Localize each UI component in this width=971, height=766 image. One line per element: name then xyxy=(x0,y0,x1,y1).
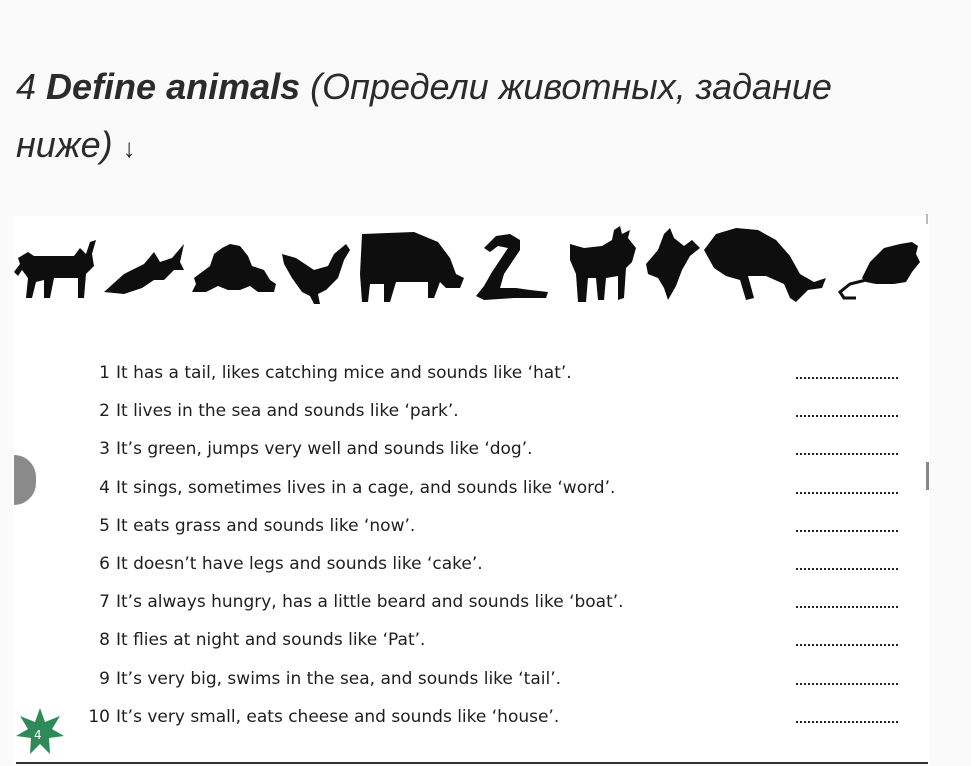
answer-blank[interactable] xyxy=(796,721,898,723)
clue-number: 1 xyxy=(99,363,110,383)
clue-row xyxy=(0,357,971,395)
clue-row xyxy=(0,663,971,701)
cat-silhouette-icon xyxy=(14,240,96,298)
clue-row xyxy=(0,548,971,586)
shark-silhouette-icon xyxy=(104,244,184,294)
clue-number: 5 xyxy=(99,516,110,536)
clue-number: 6 xyxy=(99,554,110,574)
exercise-number: 4 xyxy=(16,66,37,107)
exercise-heading xyxy=(16,58,916,177)
mouse-silhouette-icon xyxy=(840,242,920,298)
clue-text: It flies at night and sounds like ‘Pat’. xyxy=(116,630,426,650)
bird-silhouette-icon xyxy=(282,244,350,304)
answer-blank[interactable] xyxy=(796,606,898,608)
frog-silhouette-icon xyxy=(192,244,276,292)
clue-text: It lives in the sea and sounds like ‘park’. xyxy=(116,401,459,421)
answer-blank[interactable] xyxy=(796,683,898,685)
page-number-badge xyxy=(14,706,66,758)
answer-blank[interactable] xyxy=(796,492,898,494)
clue-row xyxy=(0,624,971,662)
clue-row xyxy=(0,586,971,624)
clue-text: It doesn’t have legs and sounds like ‘cake’. xyxy=(116,554,483,574)
clue-number: 9 xyxy=(99,669,110,689)
answer-blank[interactable] xyxy=(796,453,898,455)
answer-blank[interactable] xyxy=(796,568,898,570)
whale-silhouette-icon xyxy=(704,228,826,302)
exercise-title: Define animals xyxy=(46,66,301,107)
answer-blank[interactable] xyxy=(796,530,898,532)
bottom-rule xyxy=(16,762,928,764)
page-number: 4 xyxy=(34,728,42,742)
bat-silhouette-icon xyxy=(646,228,700,300)
answer-blank[interactable] xyxy=(796,415,898,417)
down-arrow-icon: ↓ xyxy=(122,133,136,163)
animal-silhouettes xyxy=(14,218,926,318)
clue-number: 8 xyxy=(99,630,110,650)
clue-row xyxy=(0,510,971,548)
answer-blank[interactable] xyxy=(796,377,898,379)
exercise-subtitle: (Определи животных, задание ниже) xyxy=(16,66,832,165)
clue-row xyxy=(0,472,971,510)
clue-row xyxy=(0,433,971,471)
clue-number: 2 xyxy=(99,401,110,421)
clue-number: 10 xyxy=(88,707,110,727)
clue-text: It’s very small, eats cheese and sounds like ‘house’. xyxy=(116,707,560,727)
cow-silhouette-icon xyxy=(360,232,464,302)
clue-text: It eats grass and sounds like ‘now’. xyxy=(116,516,416,536)
clue-number: 7 xyxy=(99,592,110,612)
goat-silhouette-icon xyxy=(570,226,636,302)
clue-row xyxy=(0,701,971,739)
clue-row xyxy=(0,395,971,433)
page-edge-mark xyxy=(926,214,928,224)
snake-silhouette-icon xyxy=(476,234,548,300)
clue-text: It’s very big, swims in the sea, and sounds like ‘tail’. xyxy=(116,669,562,689)
clue-number: 4 xyxy=(99,478,110,498)
clue-text: It has a tail, likes catching mice and sounds like ‘hat’. xyxy=(116,363,572,383)
answer-blank[interactable] xyxy=(796,644,898,646)
clue-text: It’s always hungry, has a little beard and sounds like ‘boat’. xyxy=(116,592,624,612)
clue-text: It sings, sometimes lives in a cage, and sounds like ‘word’. xyxy=(116,478,616,498)
clue-number: 3 xyxy=(99,439,110,459)
clue-text: It’s green, jumps very well and sounds like ‘dog’. xyxy=(116,439,533,459)
